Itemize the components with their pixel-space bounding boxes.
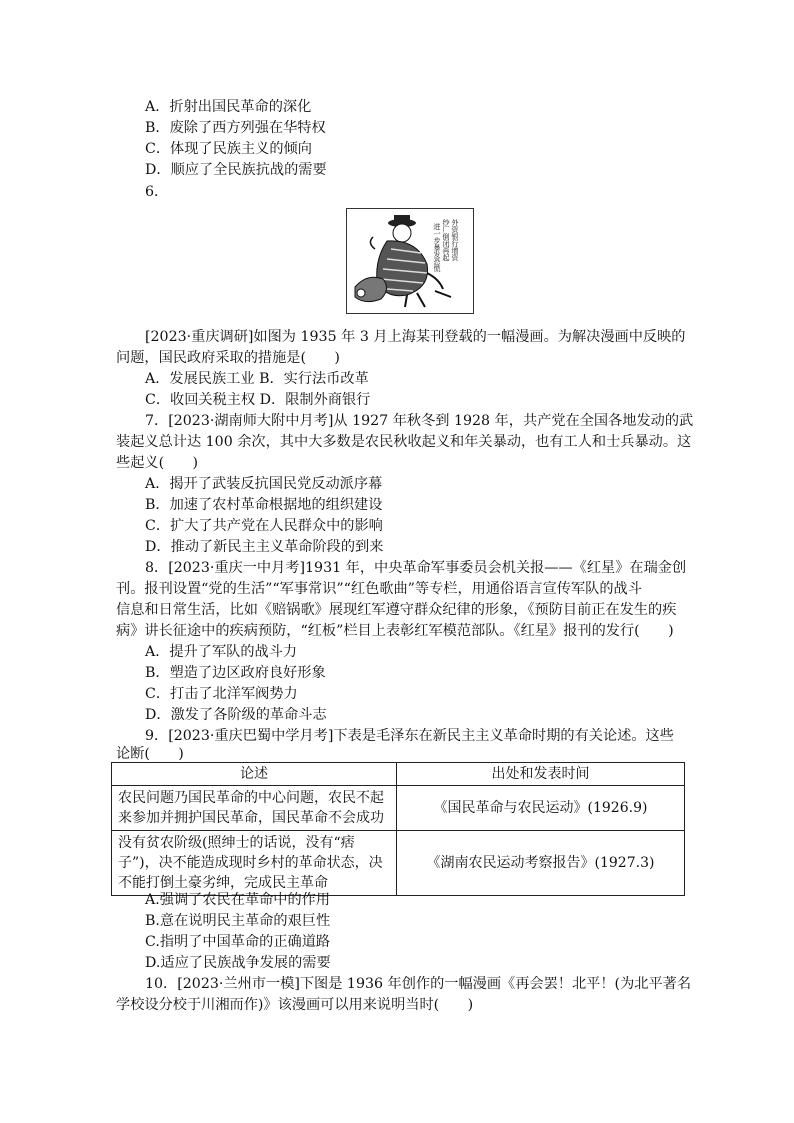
cartoon-drawing xyxy=(347,209,473,313)
q5-option-c: C．体现了民族主义的倾向 xyxy=(145,141,312,157)
q7-stem-2: 装起义总计达 100 余次，其中大多数是农民秋收起义和年关暴动，也有工人和士兵暴动。这 xyxy=(116,434,692,450)
q8-option-a: A．提升了军队的战斗力 xyxy=(145,644,298,660)
q9-option-b: B.意在说明民主革命的艰巨性 xyxy=(145,913,331,929)
q6-options-ab: A．发展民族工业 B．实行法币改革 xyxy=(145,371,369,387)
q10-stem-1: 10．[2023·兰州市一模]下图是 1936 年创作的一幅漫画《再会罢！北平！(为北平著名 xyxy=(145,976,692,992)
q7-option-c: C．扩大了共产党在人民群众中的影响 xyxy=(145,518,383,534)
q8-option-c: C．打击了北洋军阀势力 xyxy=(145,686,298,702)
q5-option-a: A．折射出国民革命的深化 xyxy=(145,99,312,115)
q9-option-c: C.指明了中国革命的正确道路 xyxy=(145,934,331,950)
q7-option-b: B．加速了农村革命根据地的组织建设 xyxy=(145,497,383,513)
q8-stem-1: 8．[2023·重庆一中月考]1931 年，中央革命军事委员会机关报——《红星》在瑞金创 xyxy=(145,560,687,576)
q8-stem-4: 病》讲长征途中的疾病预防，“红板”栏目上表彰红军模范部队。《红星》报刊的发行( ) xyxy=(116,623,674,639)
table-cell-source: 《湖南农民运动考察报告》(1927.3) xyxy=(397,831,685,896)
q6-options-cd: C．收回关税主权 D．限制外商银行 xyxy=(145,392,371,408)
svg-text:进一步暴发恐慌: 进一步暴发恐慌 xyxy=(433,223,441,272)
q7-stem-1: 7．[2023·湖南师大附中月考]从 1927 年秋冬到 1928 年，共产党在全国各地发动的武 xyxy=(145,413,694,429)
q7-option-a: A．揭开了武装反抗国民党反动派序幕 xyxy=(145,476,383,492)
q9-table xyxy=(111,762,685,896)
q9-option-a: A.强调了农民在革命中的作用 xyxy=(145,892,331,908)
table-cell-source: 《国民革命与农民运动》(1926.9) xyxy=(397,786,685,831)
q7-stem-3: 些起义( ) xyxy=(116,455,199,471)
q6-cartoon-image xyxy=(346,208,474,314)
q8-stem-2: 刊。报刊设置“党的生活”“军事常识”“红色歌曲”等专栏，用通俗语言宣传军队的战斗 xyxy=(116,581,642,597)
q6-stem-cont: 问题，国民政府采取的措施是( ) xyxy=(116,350,340,366)
q6-number: 6． xyxy=(145,184,169,200)
table-row xyxy=(112,831,685,896)
q9-option-d: D.适应了民族战争发展的需要 xyxy=(145,955,331,971)
table-header-statement: 论述 xyxy=(112,763,397,786)
table-cell-statement: 没有贫农阶级(照绅士的话说，没有“痞子”)，决不能造成现时乡村的革命状态，决不能打倒土豪劣绅，完成民主革命 xyxy=(112,831,397,896)
table-row xyxy=(112,786,685,831)
q10-stem-2: 学校设分校于川湘而作)》该漫画可以用来说明当时( ) xyxy=(116,997,474,1013)
svg-text:外资银行增资: 外资银行增资 xyxy=(451,219,459,261)
q8-option-d: D．激发了各阶级的革命斗志 xyxy=(145,707,327,723)
svg-text:纱厂倒闭再起: 纱厂倒闭再起 xyxy=(442,219,450,261)
q9-stem-2: 论断( ) xyxy=(116,746,184,762)
table-header-row xyxy=(112,763,685,786)
table-cell-statement: 农民问题乃国民革命的中心问题，农民不起来参加并拥护国民革命，国民革命不会成功 xyxy=(112,786,397,831)
q5-option-b: B．废除了西方列强在华特权 xyxy=(145,120,326,136)
q8-stem-3: 信息和日常生活，比如《赔锅歌》展现红军遵守群众纪律的形象，《预防目前正在发生的疾 xyxy=(116,602,677,618)
q9-stem-1: 9．[2023·重庆巴蜀中学月考]下表是毛泽东在新民主主义革命时期的有关论述。这些 xyxy=(145,728,674,744)
q5-option-d: D．顺应了全民族抗战的需要 xyxy=(145,162,327,178)
q8-option-b: B．塑造了边区政府良好形象 xyxy=(145,665,326,681)
q6-stem: [2023·重庆调研]如图为 1935 年 3 月上海某刊登载的一幅漫画。为解决漫画中反映的 xyxy=(145,329,686,345)
q7-option-d: D．推动了新民主主义革命阶段的到来 xyxy=(145,539,384,555)
table-header-source: 出处和发表时间 xyxy=(397,763,685,786)
